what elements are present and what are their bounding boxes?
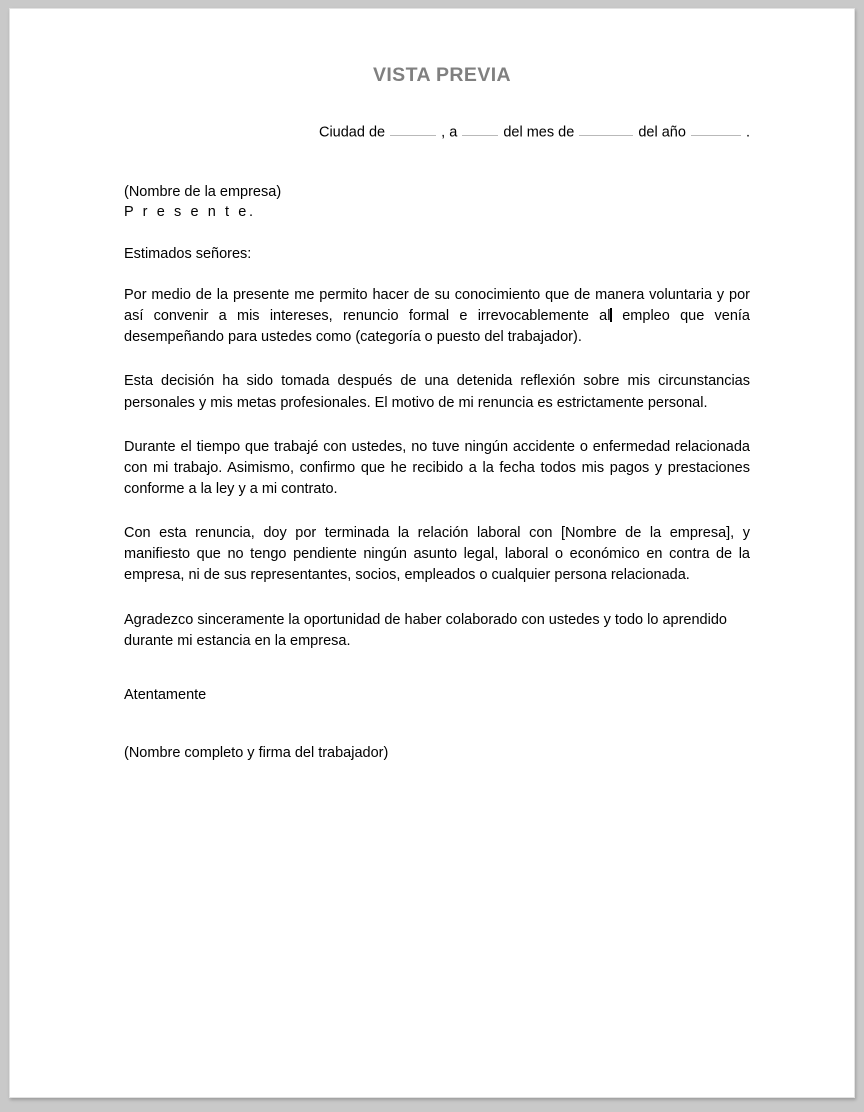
day-blank-field[interactable]: [462, 122, 498, 136]
body-paragraph-3[interactable]: [124, 437, 750, 500]
date-after-month-label: del año: [638, 124, 686, 141]
closing-line: Atentamente: [124, 686, 207, 703]
date-line[interactable]: [124, 9, 750, 142]
paragraph-5-text: Agradezco sinceramente la oportunidad de haber colaborado con ustedes y todo lo aprendido durante mi estancia en la empresa.: [124, 611, 727, 649]
month-blank-field[interactable]: [579, 122, 633, 136]
document-content: [124, 9, 750, 761]
signature-line: (Nombre completo y firma del trabajador): [124, 744, 389, 761]
text-caret: [610, 308, 612, 322]
body-paragraph-5[interactable]: [124, 610, 750, 652]
year-blank-field[interactable]: [691, 122, 741, 136]
greeting-line: Estimados señores:: [124, 245, 252, 262]
recipient-block: [124, 182, 750, 223]
paragraph-4-text: Con esta renuncia, doy por terminada la relación laboral con [Nombre de la empresa], y manifiesto que no tengo pendiente ningún asunto legal, laboral o económico en contra de la empresa, ni de sus representantes, socios, empleados o cualquier persona relacionada.: [124, 525, 750, 584]
date-prefix-label: Ciudad de: [318, 124, 386, 141]
page-title: VISTA PREVIA: [372, 64, 512, 86]
body-paragraph-1[interactable]: [124, 285, 750, 348]
paragraph-1-text: Por medio de la presente me permito hacer de su conocimiento que de manera voluntaria y por así convenir a mis intereses, renuncio formal e irrevocablemente al empleo que venía desempeñando para ustedes como (categoría o puesto del trabajador).: [124, 286, 750, 346]
date-after-city-label: , a: [441, 124, 458, 141]
document-page[interactable]: [9, 8, 855, 1098]
paragraph-2-text: Esta decisión ha sido tomada después de una detenida reflexión sobre mis circunstancias personales y mis metas profesionales. El motivo de mi renuncia es estrictamente personal.: [124, 373, 750, 411]
body-paragraph-2[interactable]: [124, 371, 750, 413]
date-terminator: .: [745, 124, 750, 141]
body-paragraph-4[interactable]: [124, 523, 750, 586]
paragraph-3-text: Durante el tiempo que trabajé con ustedes, no tuve ningún accidente o enfermedad relacionada con mi trabajo. Asimismo, confirmo que he recibido a la fecha todos mis pagos y prestaciones conforme a la ley y a mi contrato.: [124, 438, 750, 497]
date-after-day-label: del mes de: [503, 124, 575, 141]
city-blank-field[interactable]: [390, 122, 436, 136]
recipient-company-line: (Nombre de la empresa): [124, 183, 282, 200]
recipient-presente-line: P r e s e n t e.: [124, 204, 256, 221]
